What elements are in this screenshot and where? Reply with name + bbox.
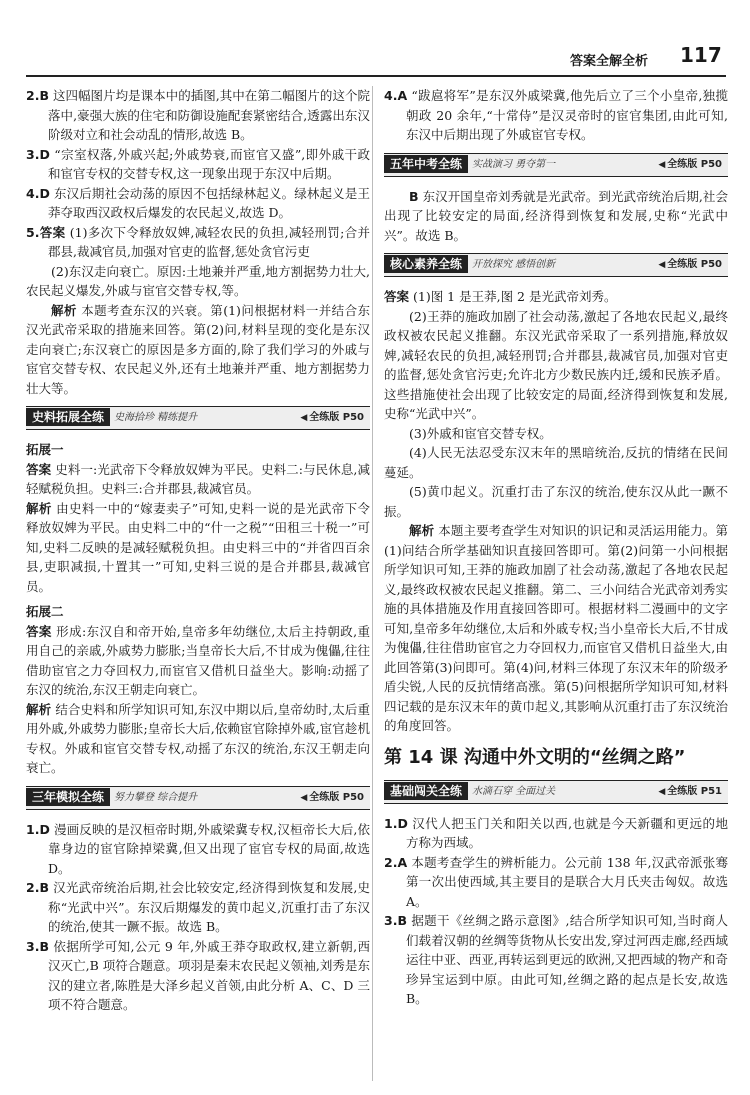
column-divider <box>372 86 373 1081</box>
banner-ref: ◀ 全练版 P50 <box>300 412 364 423</box>
analysis-paragraph: 解析 结合史料和所学知识可知,东汉中期以后,皇帝幼时,太后重用外戚,外戚势力膨胀;皇帝长大后,依赖宦官除掉外戚,宦官趁机专权。外戚和宦官交替专权,动摇了东汉的统治,东汉王朝走向衰亡。 <box>26 701 370 775</box>
header-rule <box>26 75 726 77</box>
page-header <box>0 0 750 70</box>
answer-paragraph: 答案 形成:东汉自和帝开始,皇帝多年幼继位,太后主持朝政,重用自己的亲戚,外戚势力膨胀;当皇帝长大后,不甘成为傀儡,往往借助宦官之力夺回权力,而宦官又借机日益坐大。影响:动摇了东汉的统治,东汉王朝走向衰亡。 <box>26 623 370 697</box>
answer-paragraph: 答案 (1)图 1 是王莽,图 2 是光武帝刘秀。 <box>384 289 617 304</box>
banner-slogan: 开放探究 感悟创新 <box>472 259 556 270</box>
answer-continuation: (4)人民无法忍受东汉末年的黑暗统治,反抗的情绪在民间蔓延。 <box>384 445 728 480</box>
answer-item: 2.B 汉光武帝统治后期,社会比较安定,经济得到恢复和发展,史称“光武中兴”。东汉后期爆发的黄巾起义,沉重打击了东汉的统治,使其一蹶不振。故选 B。 <box>26 880 370 934</box>
banner-slogan: 史海拾珍 精练提升 <box>114 412 198 423</box>
analysis-paragraph: 解析 由史料一中的“嫁妻卖子”可知,史料一说的是光武帝下令释放奴婢为平民。由史料二中的“什一之税”“田租三十税一”可知,史料二反映的是减轻赋税负担。由史料三中的“并省四百余县,吏职减损,十置其一”可知,史料三说的是合并郡县,裁减官员。 <box>26 500 370 594</box>
banner-title: 史料拓展全练 <box>26 408 110 426</box>
subsection-title: 拓展二 <box>26 604 64 619</box>
banner-ref: ◀ 全练版 P50 <box>658 158 722 170</box>
banner-title: 基础闯关全练 <box>384 782 468 800</box>
answer-item: 2.A 本题考查学生的辨析能力。公元前 138 年,汉武帝派张骞第一次出使西域,其主要目的是联合大月氏夹击匈奴。故选 A。 <box>384 854 728 909</box>
arrow-icon: ◀ <box>658 786 666 797</box>
section-banner-five-year <box>384 153 728 177</box>
answer-continuation: (3)外戚和宦官交替专权。 <box>409 425 552 441</box>
answer-item: 4.D 东汉后期社会动荡的原因不包括绿林起义。绿林起义是王莽夺取西汉政权后爆发的农民起义,故选 D。 <box>26 185 370 220</box>
banner-title: 三年模拟全练 <box>26 788 110 806</box>
banner-title: 五年中考全练 <box>384 155 468 173</box>
section-banner-three-year <box>26 786 370 810</box>
arrow-icon: ◀ <box>300 413 308 423</box>
answer-item: 1.D 汉代人把玉门关和阳关以西,也就是今天新疆和更远的地方称为西域。 <box>384 815 728 850</box>
banner-slogan: 水滴石穿 全面过关 <box>472 785 556 797</box>
answer-item: 3.B 依据所学可知,公元 9 年,外戚王莽夺取政权,建立新朝,西汉灭亡,B 项符合题意。项羽是秦末农民起义领袖,刘秀是东汉的建立者,陈胜是大泽乡起义首领,由此分析 A、C、D 三项不符合题意。 <box>26 938 370 1012</box>
banner-ref: ◀ 全练版 P50 <box>300 791 364 803</box>
banner-slogan: 努力攀登 综合提升 <box>114 791 198 803</box>
banner-ref: ◀ 全练版 P50 <box>658 259 722 270</box>
left-column <box>26 86 370 1015</box>
answer-item: 1.D 漫画反映的是汉桓帝时期,外戚梁冀专权,汉桓帝长大后,依靠身边的宦官除掉梁冀,但又出现了宦官专权的局面,故选 D。 <box>26 821 370 876</box>
answer-continuation: (2)东汉走向衰亡。原因:土地兼并严重,地方割据势力壮大,农民起义爆发,外戚与宦官交替专权,等。 <box>26 263 370 298</box>
answer-item: 3.B 据题干《丝绸之路示意图》,结合所学知识可知,当时商人们载着汉朝的丝绸等货物从长安出发,穿过河西走廊,经西域运往中亚、西亚,再转运到更远的欧洲,又把西域的物产和奇珍异宝运到中原。由此可知,丝绸之路的起点是长安,故选 B。 <box>384 913 728 1006</box>
lesson-title: 第 14 课 沟通中外文明的“丝绸之路” <box>384 746 686 768</box>
analysis-paragraph: 解析 本题考查东汉的兴衰。第(1)问根据材料一并结合东汉光武帝采取的措施来回答。第(2)问,材料呈现的变化是东汉走向衰亡;东汉衰亡的原因是多方面的,除了我们学习的外戚与宦官交替专权、农民起义外,还有土地兼并严重、地方割据势力壮大等。 <box>26 302 370 396</box>
answer-item: B 东汉开国皇帝刘秀就是光武帝。到光武帝统治后期,社会出现了比较安定的局面,经济得到恢复和发展,史称“光武中兴”。故选 B。 <box>384 188 728 243</box>
banner-ref: ◀ 全练版 P51 <box>658 785 722 797</box>
arrow-icon: ◀ <box>658 260 666 270</box>
banner-title: 核心素养全练 <box>384 255 468 273</box>
answer-item: 2.B 这四幅图片均是课本中的插图,其中在第二幅图片的这个院落中,豪强大族的住宅和防御设施配套紧密结合,透露出东汉阶级对立和社会动乱的情形,故选 B。 <box>26 88 370 142</box>
banner-slogan: 实战演习 勇夺第一 <box>472 158 556 170</box>
answer-paragraph: 答案 史料一:光武帝下令释放奴婢为平民。史料二:与民休息,减轻赋税负担。史料三:合并郡县,裁减官员。 <box>26 461 370 496</box>
arrow-icon: ◀ <box>300 792 308 803</box>
answer-item: 4.A “跋扈将军”是东汉外戚梁冀,他先后立了三个小皇帝,独揽朝政 20 余年,“十常侍”是汉灵帝时的宦官集团,由此可知,东汉中后期出现了外戚宦官专权。 <box>384 88 728 142</box>
answer-continuation: (5)黄巾起义。沉重打击了东汉的统治,使东汉从此一蹶不振。 <box>384 484 728 519</box>
section-banner-core-literacy <box>384 253 728 277</box>
answer-item: 5.答案 (1)多次下令释放奴婢,减轻农民的负担,减轻刑罚;合并郡县,裁减官员,加强对官吏的监督,惩处贪官污吏 <box>26 224 370 259</box>
right-column <box>384 86 728 1009</box>
page-number: 117 <box>680 43 722 67</box>
subsection-title: 拓展一 <box>26 442 64 457</box>
arrow-icon: ◀ <box>658 159 666 170</box>
answer-continuation: (2)王莽的施政加剧了社会动荡,激起了各地农民起义,最终政权被农民起义推翻。东汉光武帝采取了一系列措施,释放奴婢,减轻农民的负担,减轻刑罚;合并郡县,裁减官员,加强对官吏的监督,惩处贪官污吏;允许北方少数民族内迁,缓和民族矛盾。这些措施使社会出现了比较安定的局面,经济得到恢复和发展,史称“光武中兴”。 <box>384 308 728 421</box>
answer-item: 3.D “宗室权落,外戚兴起;外戚势衰,而宦官又盛”,即外戚干政和宦官专权的交替专权,这一现象出现于东汉中后期。 <box>26 146 370 181</box>
section-banner-basic <box>384 780 728 804</box>
section-banner-history-extension <box>26 406 370 430</box>
analysis-paragraph: 解析 本题主要考查学生对知识的识记和灵活运用能力。第(1)问结合所学基础知识直接回答即可。第(2)问第一小问根据所学知识可知,王莽的施政加剧了社会动荡,激起了各地农民起义,最终政权被农民起义推翻。第二、三小问结合光武帝刘秀实施的具体措施及作用直接回答即可。根据材料二漫画中的文字可知,皇帝多年幼继位,太后和外戚专权;当小皇帝长大后,不甘成为傀儡,往往借助宦官之力夺回权力,而宦官又借机日益坐大,由此回答第(3)问即可。第(4)问,材料三体现了东汉末年的阶级矛盾尖锐,人民的反抗情绪高涨。第(5)问根据所学知识可知,材料四记载的是东汉末年的黄巾起义,其影响从沉重打击了东汉统治的角度回答。 <box>384 523 728 733</box>
header-title: 答案全解全析 <box>570 54 649 69</box>
